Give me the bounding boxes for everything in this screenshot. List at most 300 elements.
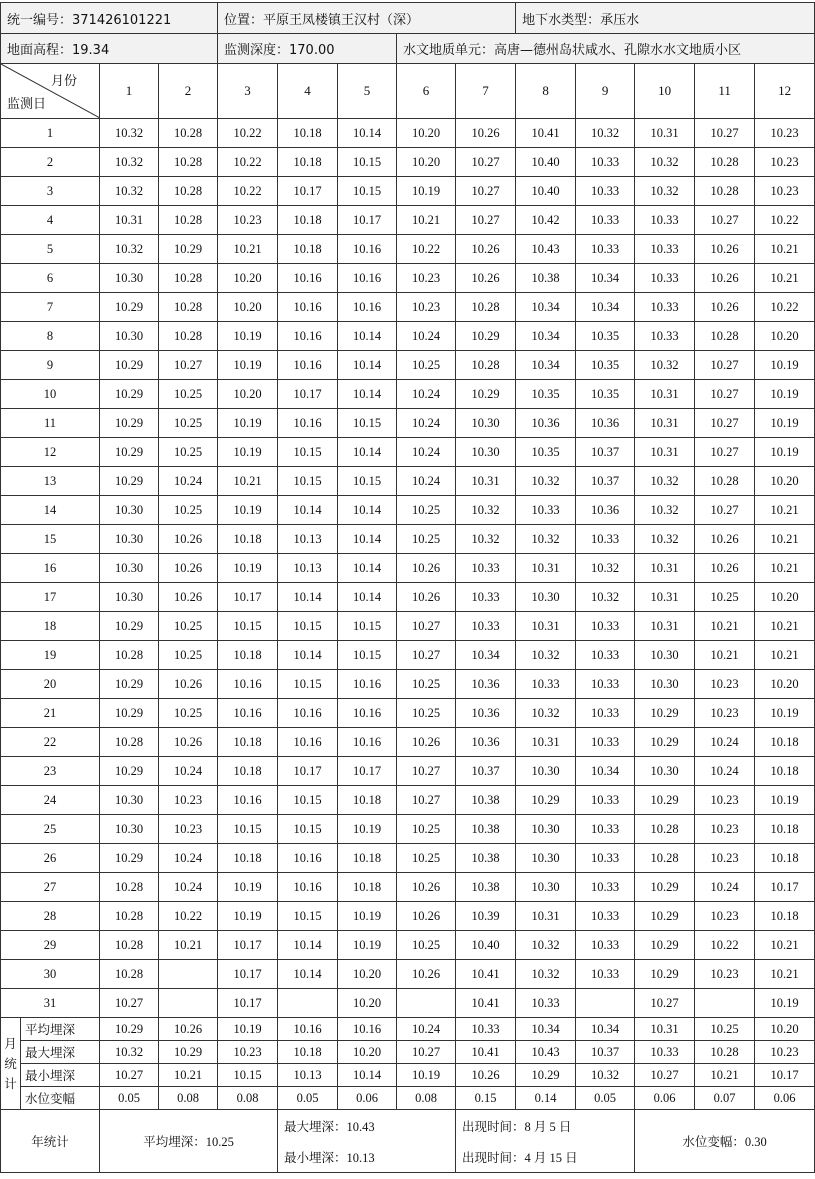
depth-value: 10.38: [456, 844, 516, 873]
depth-value: 10.28: [159, 293, 218, 322]
day-number: 5: [1, 235, 100, 264]
depth-value: 10.29: [635, 960, 695, 989]
day-number: 8: [1, 322, 100, 351]
stat-value: 10.25: [695, 1018, 755, 1041]
depth-value: 10.14: [278, 641, 338, 670]
day-number: 1: [1, 119, 100, 148]
depth-value: 10.16: [278, 351, 338, 380]
monitoring-depth: 监测深度：170.00: [218, 34, 397, 64]
depth-value: 10.28: [100, 873, 159, 902]
depth-value: 10.16: [278, 409, 338, 438]
month-header: 8: [516, 64, 576, 119]
depth-value: 10.14: [278, 496, 338, 525]
depth-value: 10.22: [397, 235, 456, 264]
depth-value: 10.33: [516, 989, 576, 1018]
depth-value: 10.28: [159, 322, 218, 351]
depth-value: 10.27: [635, 989, 695, 1018]
depth-value: 10.33: [576, 525, 635, 554]
table-row: [1, 815, 815, 844]
depth-value: 10.27: [456, 148, 516, 177]
table-row: [1, 902, 815, 931]
depth-value: 10.18: [755, 757, 815, 786]
depth-value: 10.24: [397, 409, 456, 438]
depth-value: 10.20: [755, 583, 815, 612]
stat-value: 10.43: [516, 1041, 576, 1064]
stat-value: 0.05: [100, 1087, 159, 1110]
depth-value: 10.26: [397, 728, 456, 757]
depth-value: 10.34: [576, 757, 635, 786]
depth-value: 10.19: [755, 438, 815, 467]
depth-value: 10.28: [159, 264, 218, 293]
depth-value: 10.24: [159, 844, 218, 873]
depth-value: 10.23: [695, 670, 755, 699]
depth-value: 10.31: [635, 119, 695, 148]
stat-value: 0.06: [338, 1087, 397, 1110]
depth-value: 10.18: [755, 844, 815, 873]
depth-value: 10.25: [159, 699, 218, 728]
depth-value: 10.30: [456, 438, 516, 467]
depth-value: 10.41: [516, 119, 576, 148]
depth-value: 10.18: [278, 148, 338, 177]
depth-value: 10.33: [576, 902, 635, 931]
depth-value: 10.21: [695, 641, 755, 670]
depth-value: 10.32: [456, 525, 516, 554]
depth-value: 10.17: [755, 873, 815, 902]
depth-value: 10.19: [218, 351, 278, 380]
monthly-stat-group-label: [1, 1018, 21, 1110]
depth-value: 10.37: [576, 438, 635, 467]
depth-value: 10.15: [278, 467, 338, 496]
table-row: [1, 264, 815, 293]
table-row: [1, 612, 815, 641]
depth-value: 10.32: [576, 119, 635, 148]
depth-value: 10.24: [695, 873, 755, 902]
depth-value: 10.20: [755, 670, 815, 699]
yearly-min-time: 出现时间：4 月 15 日: [456, 1141, 635, 1173]
depth-value: 10.18: [278, 206, 338, 235]
stat-value: 10.27: [397, 1041, 456, 1064]
stat-value: 10.17: [755, 1064, 815, 1087]
depth-value: 10.24: [695, 728, 755, 757]
depth-value: 10.32: [635, 148, 695, 177]
table-row: [1, 844, 815, 873]
depth-value: 10.19: [755, 989, 815, 1018]
depth-value: 10.33: [576, 612, 635, 641]
depth-value: 10.26: [159, 670, 218, 699]
table-row: [1, 728, 815, 757]
depth-value: 10.23: [159, 786, 218, 815]
depth-value: 10.24: [695, 757, 755, 786]
depth-value: 10.25: [397, 351, 456, 380]
depth-value: 10.27: [695, 438, 755, 467]
depth-value: 10.22: [755, 206, 815, 235]
depth-value: 10.36: [576, 496, 635, 525]
table-row: [1, 786, 815, 815]
station-id: 统一编号：371426101221: [1, 3, 218, 34]
depth-value: 10.25: [159, 496, 218, 525]
depth-value: 10.31: [516, 728, 576, 757]
stat-value: 10.32: [576, 1064, 635, 1087]
day-number: 16: [1, 554, 100, 583]
depth-value: 10.17: [278, 757, 338, 786]
stat-value: 10.16: [338, 1018, 397, 1041]
day-number: 27: [1, 873, 100, 902]
depth-value: 10.29: [100, 351, 159, 380]
depth-value: 10.21: [755, 931, 815, 960]
depth-value: 10.16: [278, 699, 338, 728]
depth-value: 10.31: [456, 467, 516, 496]
depth-value: 10.21: [755, 554, 815, 583]
depth-value: 10.24: [159, 467, 218, 496]
depth-value: 10.21: [755, 612, 815, 641]
depth-value: 10.19: [338, 902, 397, 931]
depth-value: 10.40: [516, 177, 576, 206]
depth-value: 10.33: [576, 844, 635, 873]
depth-value: 10.24: [397, 438, 456, 467]
depth-value: 10.32: [635, 351, 695, 380]
depth-value: 10.25: [397, 844, 456, 873]
depth-value: 10.15: [278, 670, 338, 699]
depth-value: 10.22: [695, 931, 755, 960]
depth-value: 10.29: [456, 322, 516, 351]
depth-value: 10.33: [576, 815, 635, 844]
day-number: 29: [1, 931, 100, 960]
depth-value: 10.31: [635, 554, 695, 583]
stat-value: 10.29: [100, 1018, 159, 1041]
depth-value: 10.35: [576, 380, 635, 409]
month-header: 2: [159, 64, 218, 119]
stat-value: 10.23: [218, 1041, 278, 1064]
stat-value: 10.29: [516, 1064, 576, 1087]
table-row: [1, 670, 815, 699]
depth-value: 10.33: [456, 583, 516, 612]
depth-value: 10.33: [456, 612, 516, 641]
day-number: 28: [1, 902, 100, 931]
depth-value: 10.18: [755, 902, 815, 931]
depth-value: 10.33: [576, 235, 635, 264]
stat-value: 0.08: [218, 1087, 278, 1110]
depth-value: 10.32: [100, 119, 159, 148]
depth-value: 10.15: [338, 148, 397, 177]
stat-value: 10.41: [456, 1041, 516, 1064]
depth-value: 10.15: [338, 641, 397, 670]
depth-value: 10.28: [159, 119, 218, 148]
depth-value: 10.32: [100, 177, 159, 206]
depth-value: 10.32: [516, 525, 576, 554]
table-row: [1, 525, 815, 554]
month-header: 3: [218, 64, 278, 119]
table-row: [1, 438, 815, 467]
depth-value: 10.14: [338, 496, 397, 525]
depth-value: 10.17: [218, 583, 278, 612]
depth-value: 10.36: [576, 409, 635, 438]
depth-value: 10.25: [397, 496, 456, 525]
depth-value: 10.27: [397, 786, 456, 815]
depth-value: 10.18: [755, 815, 815, 844]
depth-value: 10.18: [278, 235, 338, 264]
depth-value: 10.27: [695, 351, 755, 380]
month-axis-label: 月份: [50, 73, 77, 88]
depth-value: 10.14: [338, 322, 397, 351]
depth-value: 10.18: [338, 844, 397, 873]
depth-value: 10.28: [456, 351, 516, 380]
depth-value: 10.31: [516, 612, 576, 641]
depth-value: 10.21: [755, 235, 815, 264]
depth-value: 10.30: [100, 525, 159, 554]
day-number: 10: [1, 380, 100, 409]
depth-value: 10.25: [159, 380, 218, 409]
depth-value: 10.25: [695, 583, 755, 612]
depth-value: 10.29: [100, 670, 159, 699]
day-number: 30: [1, 960, 100, 989]
depth-value: 10.32: [100, 148, 159, 177]
depth-value: 10.29: [635, 728, 695, 757]
stat-value: 10.15: [218, 1064, 278, 1087]
table-row: [1, 119, 815, 148]
table-row: [1, 873, 815, 902]
stat-value: 10.21: [695, 1064, 755, 1087]
depth-value: 10.38: [456, 786, 516, 815]
stat-value: 10.28: [695, 1041, 755, 1064]
depth-value: 10.27: [695, 119, 755, 148]
depth-value: 10.28: [695, 177, 755, 206]
depth-value: 10.16: [338, 264, 397, 293]
groundwater-type: 地下水类型：承压水: [516, 3, 815, 34]
depth-value: 10.29: [100, 293, 159, 322]
depth-value: 10.17: [338, 206, 397, 235]
month-header: 1: [100, 64, 159, 119]
depth-value: 10.24: [397, 322, 456, 351]
stat-value: 10.33: [456, 1018, 516, 1041]
depth-value: 10.17: [338, 757, 397, 786]
depth-value: 10.19: [218, 554, 278, 583]
yearly-average-depth: 平均埋深：10.25: [100, 1110, 278, 1173]
depth-value: 10.21: [218, 467, 278, 496]
depth-value: 10.32: [576, 554, 635, 583]
stat-value: 10.23: [755, 1041, 815, 1064]
depth-value: 10.28: [100, 931, 159, 960]
day-number: 19: [1, 641, 100, 670]
depth-value: 10.22: [218, 177, 278, 206]
stat-value: 0.08: [159, 1087, 218, 1110]
table-row: [1, 757, 815, 786]
depth-value: 10.15: [218, 815, 278, 844]
table-row: [1, 177, 815, 206]
depth-value: 10.32: [456, 496, 516, 525]
depth-value: 10.14: [338, 554, 397, 583]
depth-value: 10.17: [218, 931, 278, 960]
depth-value: 10.26: [456, 264, 516, 293]
depth-value: 10.21: [695, 612, 755, 641]
table-row: [1, 148, 815, 177]
depth-value: 10.24: [397, 380, 456, 409]
depth-value: 10.14: [338, 380, 397, 409]
day-number: 22: [1, 728, 100, 757]
depth-value: 10.33: [576, 786, 635, 815]
depth-value: 10.23: [397, 293, 456, 322]
depth-value: 10.26: [159, 728, 218, 757]
depth-value: 10.28: [635, 815, 695, 844]
depth-value: 10.25: [159, 438, 218, 467]
depth-value: 10.31: [635, 409, 695, 438]
stat-value: 0.06: [755, 1087, 815, 1110]
depth-value: 10.15: [218, 612, 278, 641]
depth-value: 10.14: [278, 583, 338, 612]
depth-value: 10.33: [576, 177, 635, 206]
depth-value: 10.28: [100, 960, 159, 989]
depth-value: 10.16: [338, 699, 397, 728]
depth-value: 10.15: [338, 612, 397, 641]
depth-value: 10.16: [278, 293, 338, 322]
depth-value: 10.32: [516, 931, 576, 960]
depth-value: 10.30: [635, 641, 695, 670]
stat-value: 10.27: [100, 1064, 159, 1087]
monthly-stat-row: [1, 1064, 815, 1087]
table-row: [1, 496, 815, 525]
depth-value: 10.29: [159, 235, 218, 264]
yearly-max-depth: 最大埋深：10.43: [278, 1110, 456, 1142]
depth-value: 10.28: [695, 467, 755, 496]
depth-value: 10.27: [695, 496, 755, 525]
depth-value: 10.19: [755, 786, 815, 815]
stat-value: 10.13: [278, 1064, 338, 1087]
yearly-range: 水位变幅：0.30: [635, 1110, 815, 1173]
stat-value: 10.34: [516, 1018, 576, 1041]
depth-value: 10.18: [218, 844, 278, 873]
yearly-stat-row: [1, 1110, 815, 1142]
depth-value: 10.31: [100, 206, 159, 235]
depth-value: 10.25: [397, 931, 456, 960]
depth-value: 10.23: [695, 844, 755, 873]
depth-value: 10.29: [100, 409, 159, 438]
day-number: 20: [1, 670, 100, 699]
group-label-char: 计: [4, 1076, 17, 1091]
depth-value: 10.16: [218, 699, 278, 728]
depth-value: 10.30: [516, 815, 576, 844]
day-number: 15: [1, 525, 100, 554]
depth-value: 10.19: [338, 931, 397, 960]
depth-value: 10.33: [576, 699, 635, 728]
depth-value: 10.41: [456, 989, 516, 1018]
day-number: 31: [1, 989, 100, 1018]
stat-value: 0.06: [635, 1087, 695, 1110]
depth-value: 10.21: [755, 525, 815, 554]
table-row: [1, 235, 815, 264]
depth-value: 10.26: [695, 525, 755, 554]
depth-value: 10.41: [456, 960, 516, 989]
depth-value: 10.30: [100, 322, 159, 351]
day-number: 7: [1, 293, 100, 322]
depth-value: [576, 989, 635, 1018]
depth-value: 10.26: [397, 583, 456, 612]
depth-value: 10.19: [218, 902, 278, 931]
depth-value: [397, 989, 456, 1018]
depth-value: 10.27: [695, 409, 755, 438]
depth-value: 10.36: [456, 728, 516, 757]
depth-value: 10.14: [338, 351, 397, 380]
monthly-stat-row: [1, 1018, 815, 1041]
depth-value: 10.29: [635, 786, 695, 815]
stat-label: 水位变幅: [21, 1087, 100, 1110]
depth-value: 10.18: [218, 757, 278, 786]
depth-value: 10.40: [456, 931, 516, 960]
stat-value: 10.24: [397, 1018, 456, 1041]
depth-value: 10.18: [338, 786, 397, 815]
stat-value: 10.37: [576, 1041, 635, 1064]
table-row: [1, 583, 815, 612]
depth-value: 10.26: [695, 264, 755, 293]
depth-value: 10.25: [159, 612, 218, 641]
depth-value: 10.15: [338, 467, 397, 496]
day-number: 23: [1, 757, 100, 786]
depth-value: 10.25: [397, 699, 456, 728]
depth-value: 10.17: [278, 380, 338, 409]
yearly-stat-label: 年统计: [1, 1110, 100, 1173]
depth-value: 10.28: [100, 902, 159, 931]
depth-value: 10.29: [456, 380, 516, 409]
depth-value: 10.16: [338, 728, 397, 757]
depth-value: 10.19: [218, 496, 278, 525]
stat-value: 0.08: [397, 1087, 456, 1110]
depth-value: 10.29: [635, 931, 695, 960]
depth-value: 10.32: [100, 235, 159, 264]
depth-value: 10.16: [278, 728, 338, 757]
stat-value: 0.15: [456, 1087, 516, 1110]
depth-value: 10.33: [576, 670, 635, 699]
depth-value: 10.30: [516, 757, 576, 786]
depth-value: 10.23: [397, 264, 456, 293]
depth-value: 10.31: [635, 612, 695, 641]
stat-value: 10.27: [635, 1064, 695, 1087]
depth-value: 10.29: [635, 699, 695, 728]
depth-value: 10.34: [516, 351, 576, 380]
day-number: 13: [1, 467, 100, 496]
depth-value: 10.32: [516, 960, 576, 989]
depth-value: 10.33: [635, 206, 695, 235]
depth-value: 10.14: [338, 438, 397, 467]
table-row: [1, 641, 815, 670]
month-header: 5: [338, 64, 397, 119]
depth-value: 10.40: [516, 148, 576, 177]
depth-value: 10.15: [278, 612, 338, 641]
depth-value: 10.19: [755, 380, 815, 409]
depth-value: 10.30: [516, 583, 576, 612]
depth-value: 10.18: [755, 728, 815, 757]
depth-value: [278, 989, 338, 1018]
depth-value: 10.26: [695, 235, 755, 264]
stat-value: 10.31: [635, 1018, 695, 1041]
depth-value: 10.27: [159, 351, 218, 380]
depth-value: 10.15: [338, 177, 397, 206]
day-number: 3: [1, 177, 100, 206]
depth-value: 10.20: [397, 119, 456, 148]
depth-value: 10.29: [100, 438, 159, 467]
depth-value: 10.13: [278, 525, 338, 554]
stat-value: 10.14: [338, 1064, 397, 1087]
depth-value: 10.27: [456, 206, 516, 235]
depth-value: 10.16: [218, 786, 278, 815]
depth-value: 10.20: [338, 989, 397, 1018]
depth-value: 10.30: [100, 496, 159, 525]
depth-value: 10.27: [456, 177, 516, 206]
table-row: [1, 467, 815, 496]
depth-value: 10.28: [695, 322, 755, 351]
depth-value: 10.34: [456, 641, 516, 670]
depth-value: 10.18: [218, 641, 278, 670]
depth-value: 10.30: [635, 757, 695, 786]
depth-value: 10.20: [218, 264, 278, 293]
depth-value: 10.29: [635, 902, 695, 931]
